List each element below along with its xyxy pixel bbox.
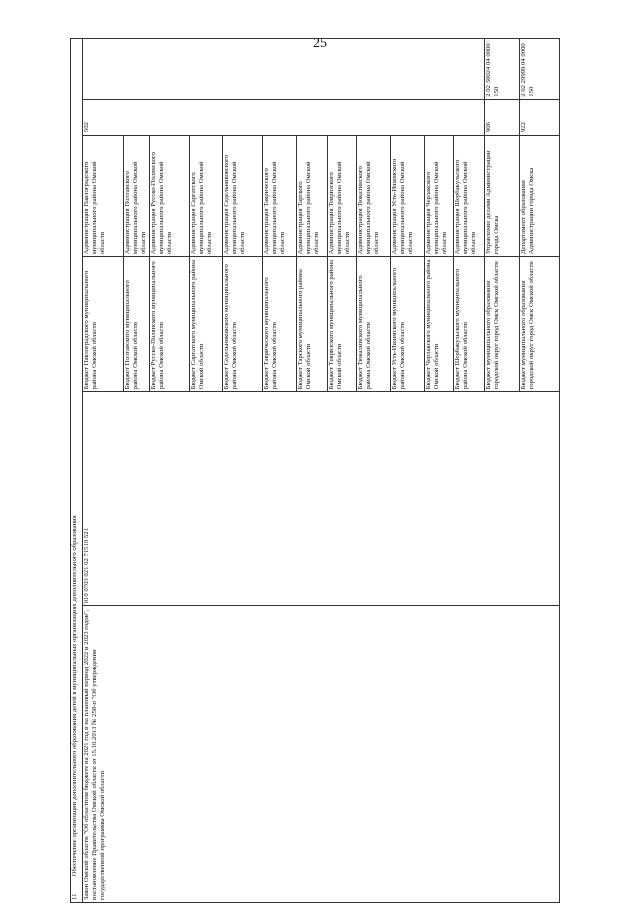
administrator-cell (425, 136, 454, 257)
revenue-code: 2 02 30024 04 0000 150 (485, 43, 500, 97)
administrator-text: Администрация Седельниковского муниципального района Омской области (223, 154, 246, 255)
administrator-cell (328, 136, 357, 257)
municipal-budget-text: Бюджет Черлакского муниципального района Омской области (425, 259, 440, 390)
administrator-text: Администрация Павлоградского муниципального района Омской области (83, 161, 106, 255)
administrator-cell (297, 136, 328, 257)
municipal-budget-cell (83, 257, 124, 392)
budget-table (70, 38, 560, 903)
administrator-cell (520, 136, 560, 257)
administrator-text: Администрация Тюкалинского муниципального района Омской области (357, 161, 380, 255)
municipal-budget-cell (454, 257, 485, 392)
municipal-budget-text: Бюджет Тевризского муниципального района Омской области (328, 259, 343, 390)
legal-basis: Закон Омской области "Об областном бюджете на 2021 год и на плановый период 2022 и 2023 годов", постановление Правительства Омской области от 15.10.2013 № 258-п "Об утверждении государственной программы Омской области (83, 609, 106, 900)
admin-code: 502 (83, 122, 90, 133)
municipal-budget-cell (357, 257, 391, 392)
municipal-budget-text: Бюджет Павлоградского муниципального района Омской области (83, 270, 98, 390)
revenue-code-cell (83, 39, 485, 100)
municipal-budget-cell (520, 257, 560, 392)
admin-code-cell (485, 99, 520, 135)
revenue-code-cell (520, 39, 560, 100)
municipal-budget-cell (190, 257, 223, 392)
municipal-budget-cell (485, 257, 520, 392)
revenue-code: 2 02 29999 04 0000 150 (520, 43, 535, 97)
budget-code: 010 0703 021 02 71510 521 (83, 528, 90, 604)
administrator-cell (83, 136, 124, 257)
administrator-cell (124, 136, 150, 257)
municipal-budget-text: Бюджет Шербакульского муниципального района Омской области (454, 268, 469, 390)
administrator-text: Управление делами Администрации города Омска (485, 150, 500, 255)
rotated-table-container (70, 38, 535, 903)
municipal-budget-cell (263, 257, 297, 392)
administrator-cell (223, 136, 263, 257)
municipal-budget-cell (223, 257, 263, 392)
section-title: Обеспечение организации дополнительного образования детей в муниципальных организациях дополнительного образования (71, 515, 78, 877)
admin-code-cell (520, 99, 560, 135)
section-title-cell (71, 39, 83, 903)
municipal-budget-text: Бюджет Седельниковского муниципального района Омской области (223, 264, 238, 390)
administrator-cell (357, 136, 391, 257)
page-number: 25 (313, 36, 327, 51)
municipal-budget-cell (425, 257, 454, 392)
municipal-budget-text: Бюджет муниципального образования городской округ город Омск Омской области (485, 261, 500, 390)
revenue-code-cell (485, 39, 520, 100)
administrator-text: Департамент образования Администрации города Омска (520, 167, 535, 255)
municipal-budget-text: Бюджет Тарского муниципального района Омской области (297, 269, 312, 390)
administrator-text: Администрация Полтавского муниципального района Омской области (124, 161, 147, 255)
administrator-cell (485, 136, 520, 257)
administrator-text: Администрация Русско-Полянского муниципального района Омской области (150, 152, 173, 255)
administrator-text: Администрация Шербакульского муниципального района Омской области (454, 159, 477, 255)
administrator-text: Администрация Усть-Ишимского муниципального района Омской области (391, 158, 414, 255)
administrator-cell (454, 136, 485, 257)
municipal-budget-cell (124, 257, 150, 392)
administrator-cell (190, 136, 223, 257)
municipal-budget-text: Бюджет Усть-Ишимского муниципального района Омской области (391, 267, 406, 390)
municipal-budget-text: Бюджет Саргатского муниципального района Омской области (190, 260, 205, 390)
budget-code-cell (83, 392, 560, 606)
municipal-budget-text: Бюджет Тюкалинского муниципального района Омской области (357, 275, 372, 390)
administrator-cell (150, 136, 190, 257)
section-title-row (71, 39, 83, 903)
administrator-cell (263, 136, 297, 257)
municipal-budget-cell (150, 257, 190, 392)
administrator-text: Администрация Тарского муниципального района Омской области (297, 161, 320, 255)
administrator-text: Администрация Таврического муниципального района Омской области (263, 161, 286, 255)
municipal-budget-text: Бюджет Русско-Полянского муниципального района Омской области (150, 261, 165, 390)
table-row (83, 39, 124, 903)
municipal-budget-text: Бюджет муниципального образования городской округ город Омск Омской области (520, 261, 535, 390)
administrator-text: Администрация Тевризского муниципального района Омской области (328, 161, 351, 255)
municipal-budget-cell (297, 257, 328, 392)
admin-code-cell (83, 99, 485, 135)
row-number: 11 (71, 893, 78, 900)
municipal-budget-cell (391, 257, 425, 392)
administrator-text: Администрация Черлакского муниципального района Омской области (425, 161, 448, 255)
administrator-cell (391, 136, 425, 257)
municipal-budget-text: Бюджет Таврического муниципального района Омской области (263, 277, 278, 390)
municipal-budget-text: Бюджет Полтавского муниципального района Омской области (124, 280, 139, 390)
municipal-budget-cell (328, 257, 357, 392)
legal-basis-cell (83, 606, 560, 903)
admin-code: 922 (520, 122, 527, 133)
administrator-text: Администрация Саргатского муниципального района Омской области (190, 161, 213, 255)
admin-code: 906 (485, 122, 492, 133)
